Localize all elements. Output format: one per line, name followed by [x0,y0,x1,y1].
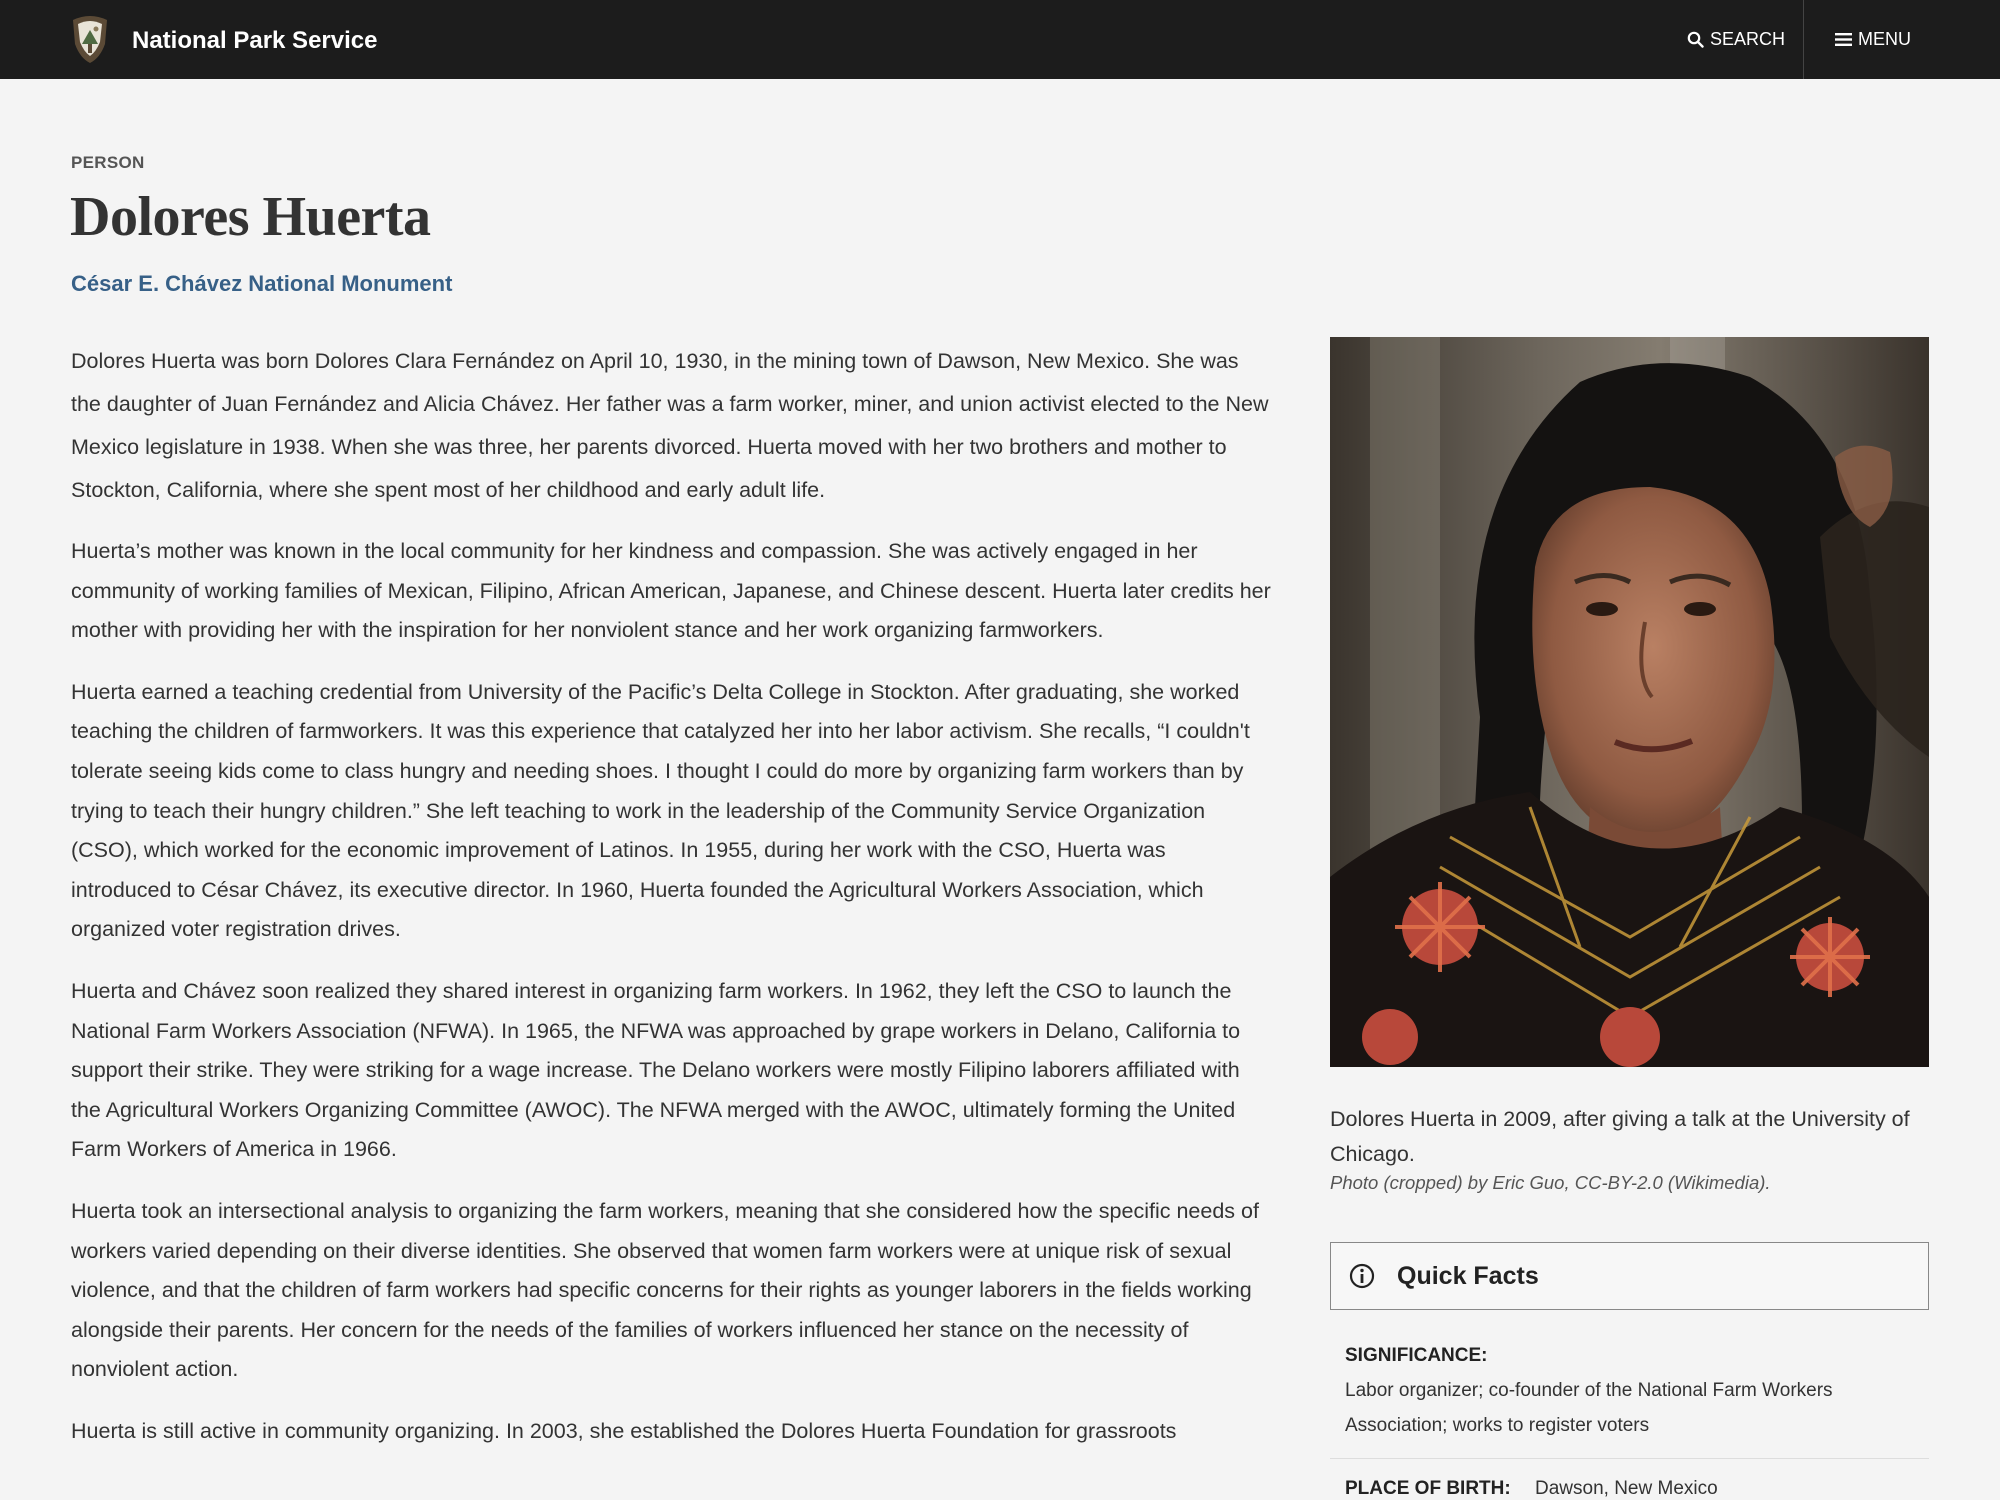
portrait-photo[interactable] [1330,337,1929,1067]
search-label: SEARCH [1710,29,1786,49]
park-link[interactable]: César E. Chávez National Monument [71,271,453,296]
article-paragraph: Dolores Huerta was born Dolores Clara Fernández on April 10, 1930, in the mining town of Dawson, New Mexico. She was the daughter of Juan Fernández and Alicia Chávez. Her father was a farm worker, miner, and union activist elected to the New Mexico legislature in 1938. When she was three, her parents divorced. Huerta moved with her two brothers and mother to Stockton, California, where she spent most of her childhood and early adult life. [71,349,1269,502]
nav-divider [1803,0,1804,79]
search-button[interactable] [1687,0,1802,79]
content-type-label: PERSON [71,153,145,172]
search-icon [1687,31,1704,48]
article-paragraph: Huerta’s mother was known in the local community for her kindness and compassion. She was actively engaged in her community of working families of Mexican, Filipino, African American, Japanese, and Chinese descent. Huerta later credits her mother with providing her with the inspiration for her nonviolent stance and her work organizing farmworkers. [71,539,1271,643]
facts-divider [1330,1458,1929,1459]
photo-caption: Dolores Huerta in 2009, after giving a talk at the University of Chicago. [1330,1107,1910,1166]
quick-facts-header[interactable] [1330,1242,1929,1310]
article-paragraph: Huerta took an intersectional analysis to organizing the farm workers, meaning that she considered how the specific needs of workers varied depending on their diverse identities. She observed that women farm workers were at unique risk of sexual violence, and that the children of farm workers had specific concerns for their rights as younger laborers in the fields working alongside their parents. Her concern for the needs of the families of workers influenced her stance on the necessity of nonviolent action. [71,1198,1259,1382]
menu-label: MENU [1858,29,1911,49]
portrait-image [1330,337,1929,1067]
info-icon [1349,1263,1375,1289]
quick-facts-title: Quick Facts [1397,1261,1539,1290]
page-title: Dolores Huerta [70,186,431,248]
top-nav-bar [0,0,2000,79]
significance-value: Labor organizer; co-founder of the National Farm Workers Association; works to register voters [1345,1380,1833,1436]
site-name[interactable]: National Park Service [132,27,378,54]
article-paragraph: Huerta and Chávez soon realized they shared interest in organizing farm workers. In 1962, they left the CSO to launch the National Farm Workers Association (NFWA). In 1965, the NFWA was approached by grape workers in Delano, California to support their strike. They were striking for a wage increase. The Delano workers were mostly Filipino laborers affiliated with the Agricultural Workers Organizing Committee (AWOC). The NFWA merged with the AWOC, ultimately forming the United Farm Workers of America in 1966. [71,978,1241,1162]
significance-label: SIGNIFICANCE: [1345,1345,1488,1366]
place-of-birth-label: PLACE OF BIRTH: [1345,1478,1511,1499]
article-paragraph: Huerta earned a teaching credential from University of the Pacific’s Delta College in Stockton. After graduating, she worked teaching the children of farmworkers. It was this experience that catalyzed her into her labor activism. She recalls, “I couldn't tolerate seeing kids come to class hungry and needing shoes. I thought I could do more by organizing farm workers than by trying to teach their hungry children.” She left teaching to work in the leadership of the Community Service Organization (CSO), which worked for the economic improvement of Latinos. In 1955, during her work with the CSO, Huerta was introduced to César Chávez, its executive director. In 1960, Huerta founded the Agricultural Workers Association, which organized voter registration drives. [71,679,1250,942]
article-paragraph: Huerta is still active in community organizing. In 2003, she established the Dolores Huerta Foundation for grassroots [71,1418,1177,1443]
menu-button[interactable] [1835,0,1940,79]
place-of-birth-value: Dawson, New Mexico [1535,1478,1718,1499]
menu-icon [1835,32,1852,47]
photo-credit: Photo (cropped) by Eric Guo, CC-BY-2.0 (Wikimedia). [1330,1172,1771,1193]
article-body [71,340,1271,1451]
nps-arrowhead-logo[interactable] [70,14,110,64]
